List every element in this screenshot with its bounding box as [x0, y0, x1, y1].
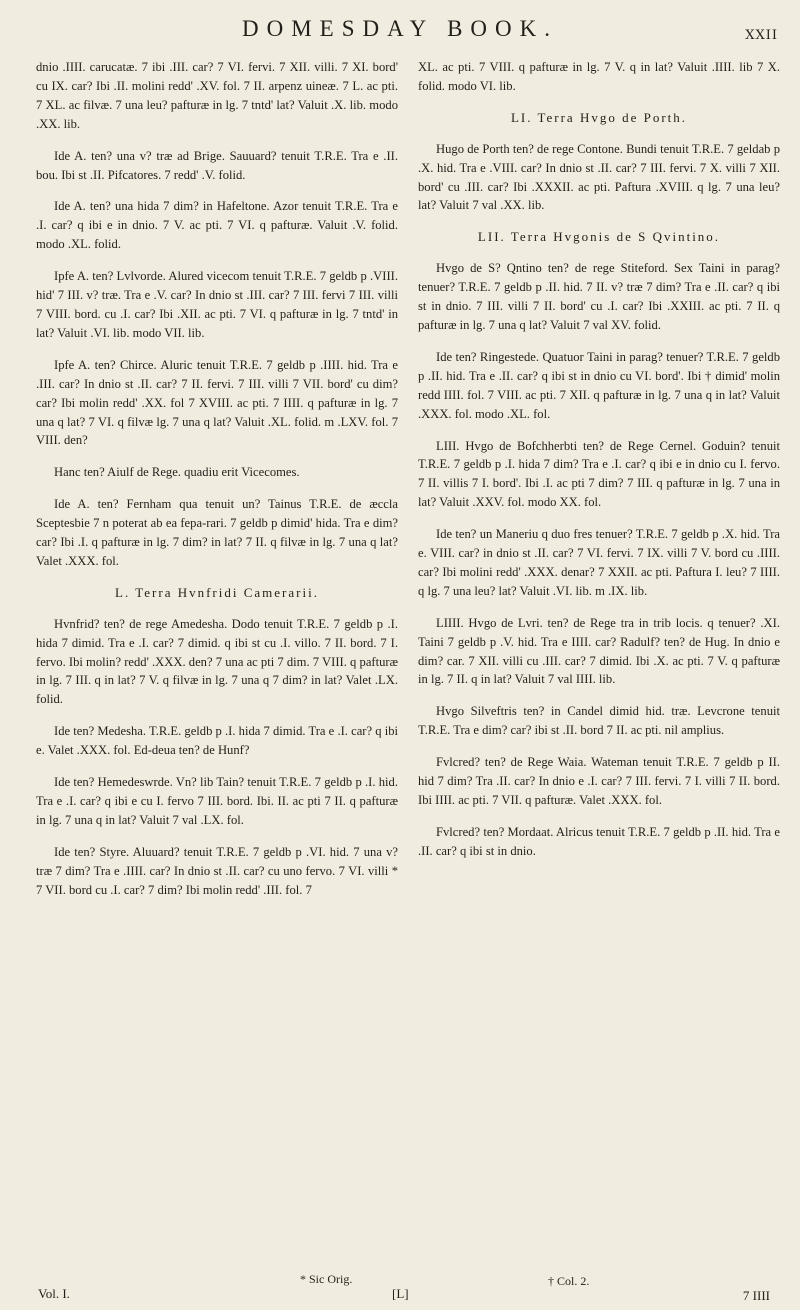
- footnote-right: † Col. 2.: [548, 1274, 590, 1288]
- right-column: [418, 58, 780, 874]
- entry: Ide A. ten? Fernham qua tenuit un? Tainus T.R.E. de æccla Sceptesbie 7 n poterat ab ea fepa-rari. 7 geldb p dimid' hida. Tra e dim? car? Ibi .I. q pafturæ in lg. 7 dim? in lat? 7 II. q filvæ in lg. 7 una q lat? Valet .XXX. fol.: [36, 497, 398, 568]
- page-number: XXII: [745, 28, 778, 43]
- entry: Ide A. ten? una v? træ ad Brige. Sauuard? tenuit T.R.E. Tra e .II. bou. Ibi st .II. Pifcatores. 7 redd' .V. folid.: [36, 148, 398, 182]
- entry: Fvlcred? ten? Mordaat. Alricus tenuit T.R.E. 7 geldb p .II. hid. Tra e .II. car? q ibi st in dnio.: [418, 824, 780, 858]
- entry: Hanc ten? Aiulf de Rege. quadiu erit Vicecomes.: [54, 465, 300, 480]
- entry: Ipfe A. ten? Chirce. Aluric tenuit T.R.E. 7 geldb p .IIII. hid. Tra e .III. car? In dnio st .II. car? 7 II. fervi. 7 III. villi 7 VII. bord' cu dim? car? Ibi molin redd' .XX. fol 7 XVIII. ac pti. 7 IIII. q pafturæ in lg. 7 una q lat? 7 VI. q filvæ lg. 7 una q lat? Valuit .XL. folid. m .LXV. fol. 7 VIII. den?: [36, 357, 398, 448]
- entry: Ide ten? Hemedeswrde. Vn? lib Tain? tenuit T.R.E. 7 geldb p .I. hid. Tra e .I. car? q ibi e cu I. fervo 7 III. bord. Ibi. II. ac pti 7 II. q pafturæ in lg. 7 una q in lat? Valuit 7 val .LX. fol.: [36, 775, 398, 827]
- entry: Hvgo Silveftris ten? in Candel dimid hid. træ. Levcrone tenuit T.R.E. Tra e dim? car? ibi st .II. bord 7 II. ac pti. nil amplius.: [418, 704, 780, 738]
- footnote-left: * Sic Orig.: [300, 1272, 353, 1286]
- volume-label: Vol. I.: [38, 1286, 70, 1301]
- entry: Ide ten? Medesha. T.R.E. geldb p .I. hida 7 dimid. Tra e .I. car? q ibi e. Valet .XXX. fol. Ed-deua ten? de Hunf?: [36, 724, 398, 758]
- section-heading: LI. Terra Hvgo de Porth.: [510, 109, 688, 125]
- entry: Ipfe A. ten? Lvlvorde. Alured vicecom tenuit T.R.E. 7 geldb p .VIII. hid' 7 III. v? træ. Tra e .V. car? In dnio st .III. car? 7 III. fervi 7 III. villi 7 VIII. bord. cu .I. car? Ibi .XII. ac pti. 7 VI. q pafturæ in lg. 7 tntd' in lat? Valuit .VI. lib. modo VII. lib.: [36, 269, 398, 340]
- signature-mark: [L]: [392, 1286, 409, 1301]
- entry: dnio .IIII. carucatæ. 7 ibi .III. car? 7 VI. fervi. 7 XII. villi. 7 XI. bord' cu IX. car? Ibi .II. molini redd' .XV. fol. 7 II. arpenz uineæ. 7 L. ac pti. 7 XL. ac filvæ. 7 una leu? pafturæ in lg. 7 tntd' lat? Valuit .X. lib. modo .XX. lib.: [36, 60, 398, 131]
- entry: XL. ac pti. 7 VIII. q pafturæ in lg. 7 V. q in lat? Valuit .IIII. lib 7 X. folid. modo VI. lib.: [418, 60, 780, 93]
- page-header: [0, 14, 800, 54]
- running-title: DOMESDAY BOOK.: [241, 16, 559, 41]
- entry: Ide ten? Styre. Aluuard? tenuit T.R.E. 7 geldb p .VI. hid. 7 una v? træ 7 dim? Tra e .IIII. car? In dnio st .II. car? cu uno fervo. 7 VI. villi * 7 VII. bord cu .I. car? 7 dim? Ibi molin redd' .III. fol. 7: [36, 844, 398, 897]
- entry: Hvgo de S? Qntino ten? de rege Stiteford. Sex Taini in parag? tenuer? T.R.E. 7 geldb p .II. hid. 7 II. v? træ 7 dim? Tra e .II. car? q ibi st in dnio. 7 III. villi 7 II. bord' cu .I. car? Ibi .XXIII. ac pti. 7 II. q pafturæ in lg. 7 una q lat? Valuit 7 val XV. folid.: [418, 261, 780, 332]
- left-column: [36, 58, 398, 913]
- entry: Hvnfrid? ten? de rege Amedesha. Dodo tenuit T.R.E. 7 geldb p .I. hida 7 dimid. Tra e .I. car? 7 dimid. q ibi st cu .I. villo. 7 II. bord. 7 I. fervo. Ibi molin? redd' .XXX. den? 7 una ac pti 7 dim. 7 VIII. q pafturæ in lg. 7 III. q in lat? 7 V. q filvæ in lg. 7 una q 7 dim? in lat? Valet .LX. folid.: [36, 616, 398, 707]
- catchword: 7 IIII: [742, 1288, 770, 1303]
- section-heading: L. Terra Hvnfridi Camerarii.: [115, 584, 319, 600]
- entry: Ide A. ten? una hida 7 dim? in Hafeltone. Azor tenuit T.R.E. Tra e .I. car? q ibi e in dnio. 7 V. ac pti. 7 VI. q pafturæ. Valuit .V. folid. modo .XL. folid.: [36, 199, 398, 252]
- entry: LIIII. Hvgo de Lvri. ten? de Rege tra in trib locis. q tenuer? .XI. Taini 7 geldb p .V. hid. Tra e IIII. car? Radulf? ten? de Hug. In dnio e dim? car. 7 XII. villi cu .III. car? 7 dimid. Ibi .X. ac pti. 7 V. q pafturæ in lg. 7 II. q in lat? Valuit 7 val IIII. lib.: [418, 615, 780, 687]
- entry: Ide ten? Ringestede. Quatuor Taini in parag? tenuer? T.R.E. 7 geldb p .II. hid. Tra e .II. car? q ibi st in dnio cu VI. bord'. Ibi † dimid' molin redd IIII. fol. 7 VIII. ac pti. 7 XII. q pafturæ in lg. 7 una q in lat? Valuit .XXX. fol. modo .XL. fol.: [418, 349, 780, 421]
- section-heading: LII. Terra Hvgonis de S Qvintino.: [477, 229, 721, 245]
- entry: LIII. Hvgo de Bofchherbti ten? de Rege Cernel. Goduin? tenuit T.R.E. 7 geldb p .I. hida 7 dim? Tra e .I. car? q ibi e in dnio cu I. fervo. 7 II. villis 7 I. bord'. Ibi .I. ac pti 7 dim? 7 III. q pafturæ in lg. 7 una in lat? Valuit .XXV. fol. modo XX. fol.: [418, 438, 780, 510]
- entry: Fvlcred? ten? de Rege Waia. Wateman tenuit T.R.E. 7 geldb p II. hid 7 dim? Tra .II. car? In dnio e .I. car? 7 III. fervi. 7 I. villi 7 II. bord. Ibi IIII. ac pti. 7 VII. q pafturæ. Valet .XXX. fol.: [418, 755, 780, 807]
- entry: Hugo de Porth ten? de rege Contone. Bundi tenuit T.R.E. 7 geldab p .X. hid. Tra e .VIII. car? In dnio st .II. car? 7 III. fervi. 7 X. villi 7 XII. bord' cu .III. car? Ibi .XXXII. ac pti. Paftura .XVIII. q lg. 7 una leu? lat? Valuit 7 val .XX. lib.: [418, 141, 780, 213]
- entry: Ide ten? un Maneriu q duo fres tenuer? T.R.E. 7 geldb p .X. hid. Tra e. VIII. car? in dnio st .II. car? 7 VI. fervi. 7 IX. villi 7 V. bord cu .IIII. car? Ibi molini redd' .XXX. denar? 7 XXII. ac pti. Paftura I. leu? 7 IIII. q lg. 7 una leu? lat? Valuit .VI. lib. m .IX. lib.: [418, 527, 780, 598]
